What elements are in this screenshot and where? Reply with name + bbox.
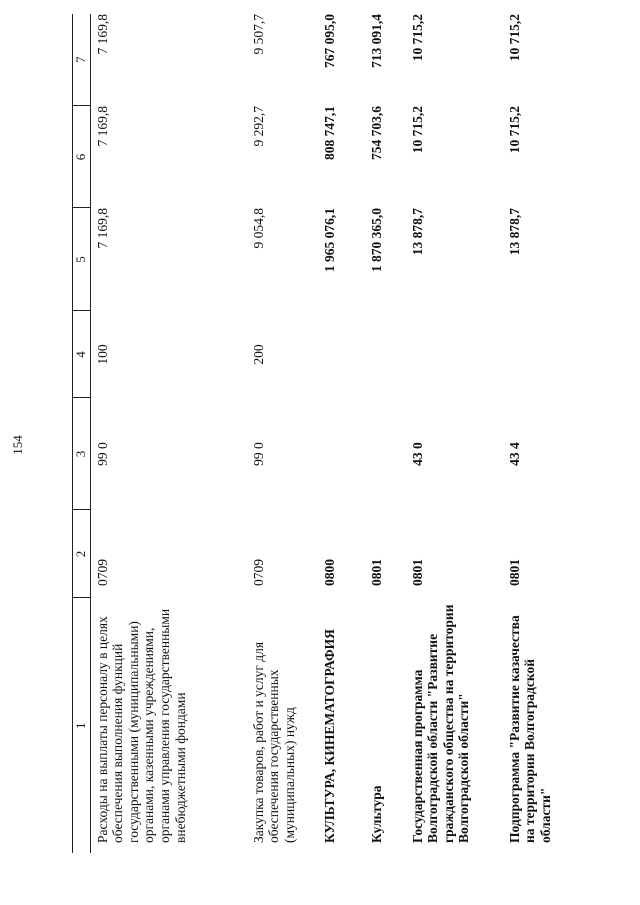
value-6: 10 715,2 [409,106,425,154]
col-header-5: 5 [73,208,91,311]
value-7: 7 169,8 [94,14,110,55]
target-code: 99 0 [250,442,266,466]
col-header-6: 6 [73,106,91,208]
table-row [317,14,362,853]
value-5: 13 878,7 [506,208,522,256]
value-5: 13 878,7 [409,208,425,256]
value-6: 7 169,8 [94,106,110,147]
table-row [407,14,504,853]
value-7: 713 091,4 [368,14,384,68]
row-name: КУЛЬТУРА, КИНЕМАТОГРАФИЯ [321,629,337,843]
expense-type [317,311,362,398]
row-name: Государственная программа Волгоградской области "Развитие гражданского общества на территории Волгоградской области" [409,604,472,843]
section-code: 0709 [94,559,110,586]
value-6: 10 715,2 [506,106,522,154]
value-5: 1 965 076,1 [321,208,337,273]
target-code: 99 0 [94,442,110,466]
value-6: 808 747,1 [321,106,337,160]
expense-type: 100 [94,344,110,365]
col-header-1: 1 [73,598,91,853]
section-code: 0801 [368,559,384,586]
value-7: 10 715,2 [409,14,425,62]
table-row [90,14,245,853]
expense-type [362,311,407,398]
section-code: 0800 [321,559,337,586]
row-name: Подпрограмма "Развитие казачества на территории Волгоградской области" [506,615,553,843]
table-row [245,14,317,853]
value-7: 767 095,0 [321,14,337,68]
target-code [317,398,362,510]
col-header-3: 3 [73,398,91,510]
section-code: 0709 [250,559,266,586]
target-code: 43 4 [506,442,522,466]
target-code [362,398,407,510]
page-number: 154 [10,435,25,455]
expense-type [407,311,504,398]
value-6: 9 292,7 [250,106,266,147]
row-name: Закупка товаров, работ и услуг для обеспечения государственных (муниципальных) нужд [250,641,297,843]
value-6: 754 703,6 [368,106,384,160]
section-code: 0801 [506,559,522,586]
value-7: 10 715,2 [506,14,522,62]
col-header-4: 4 [73,311,91,398]
table-row [362,14,407,853]
expense-type: 200 [250,344,266,365]
value-7: 9 507,7 [250,14,266,55]
row-name: Расходы на выплаты персоналу в целях обеспечения выполнения функций государственными (муниципальными) органами, казенными учреждениями, органами управления государственными внебюджетными фондами [94,608,188,843]
expense-type [504,311,554,398]
value-5: 9 054,8 [250,208,266,249]
value-5: 1 870 365,0 [368,208,384,273]
row-name: Культура [368,785,384,843]
section-code: 0801 [409,559,425,586]
value-5: 7 169,8 [94,208,110,249]
target-code: 43 0 [409,442,425,466]
budget-table [72,14,553,853]
col-header-7: 7 [73,14,91,106]
col-header-2: 2 [73,510,91,598]
header-row [73,14,91,853]
table-row [504,14,554,853]
